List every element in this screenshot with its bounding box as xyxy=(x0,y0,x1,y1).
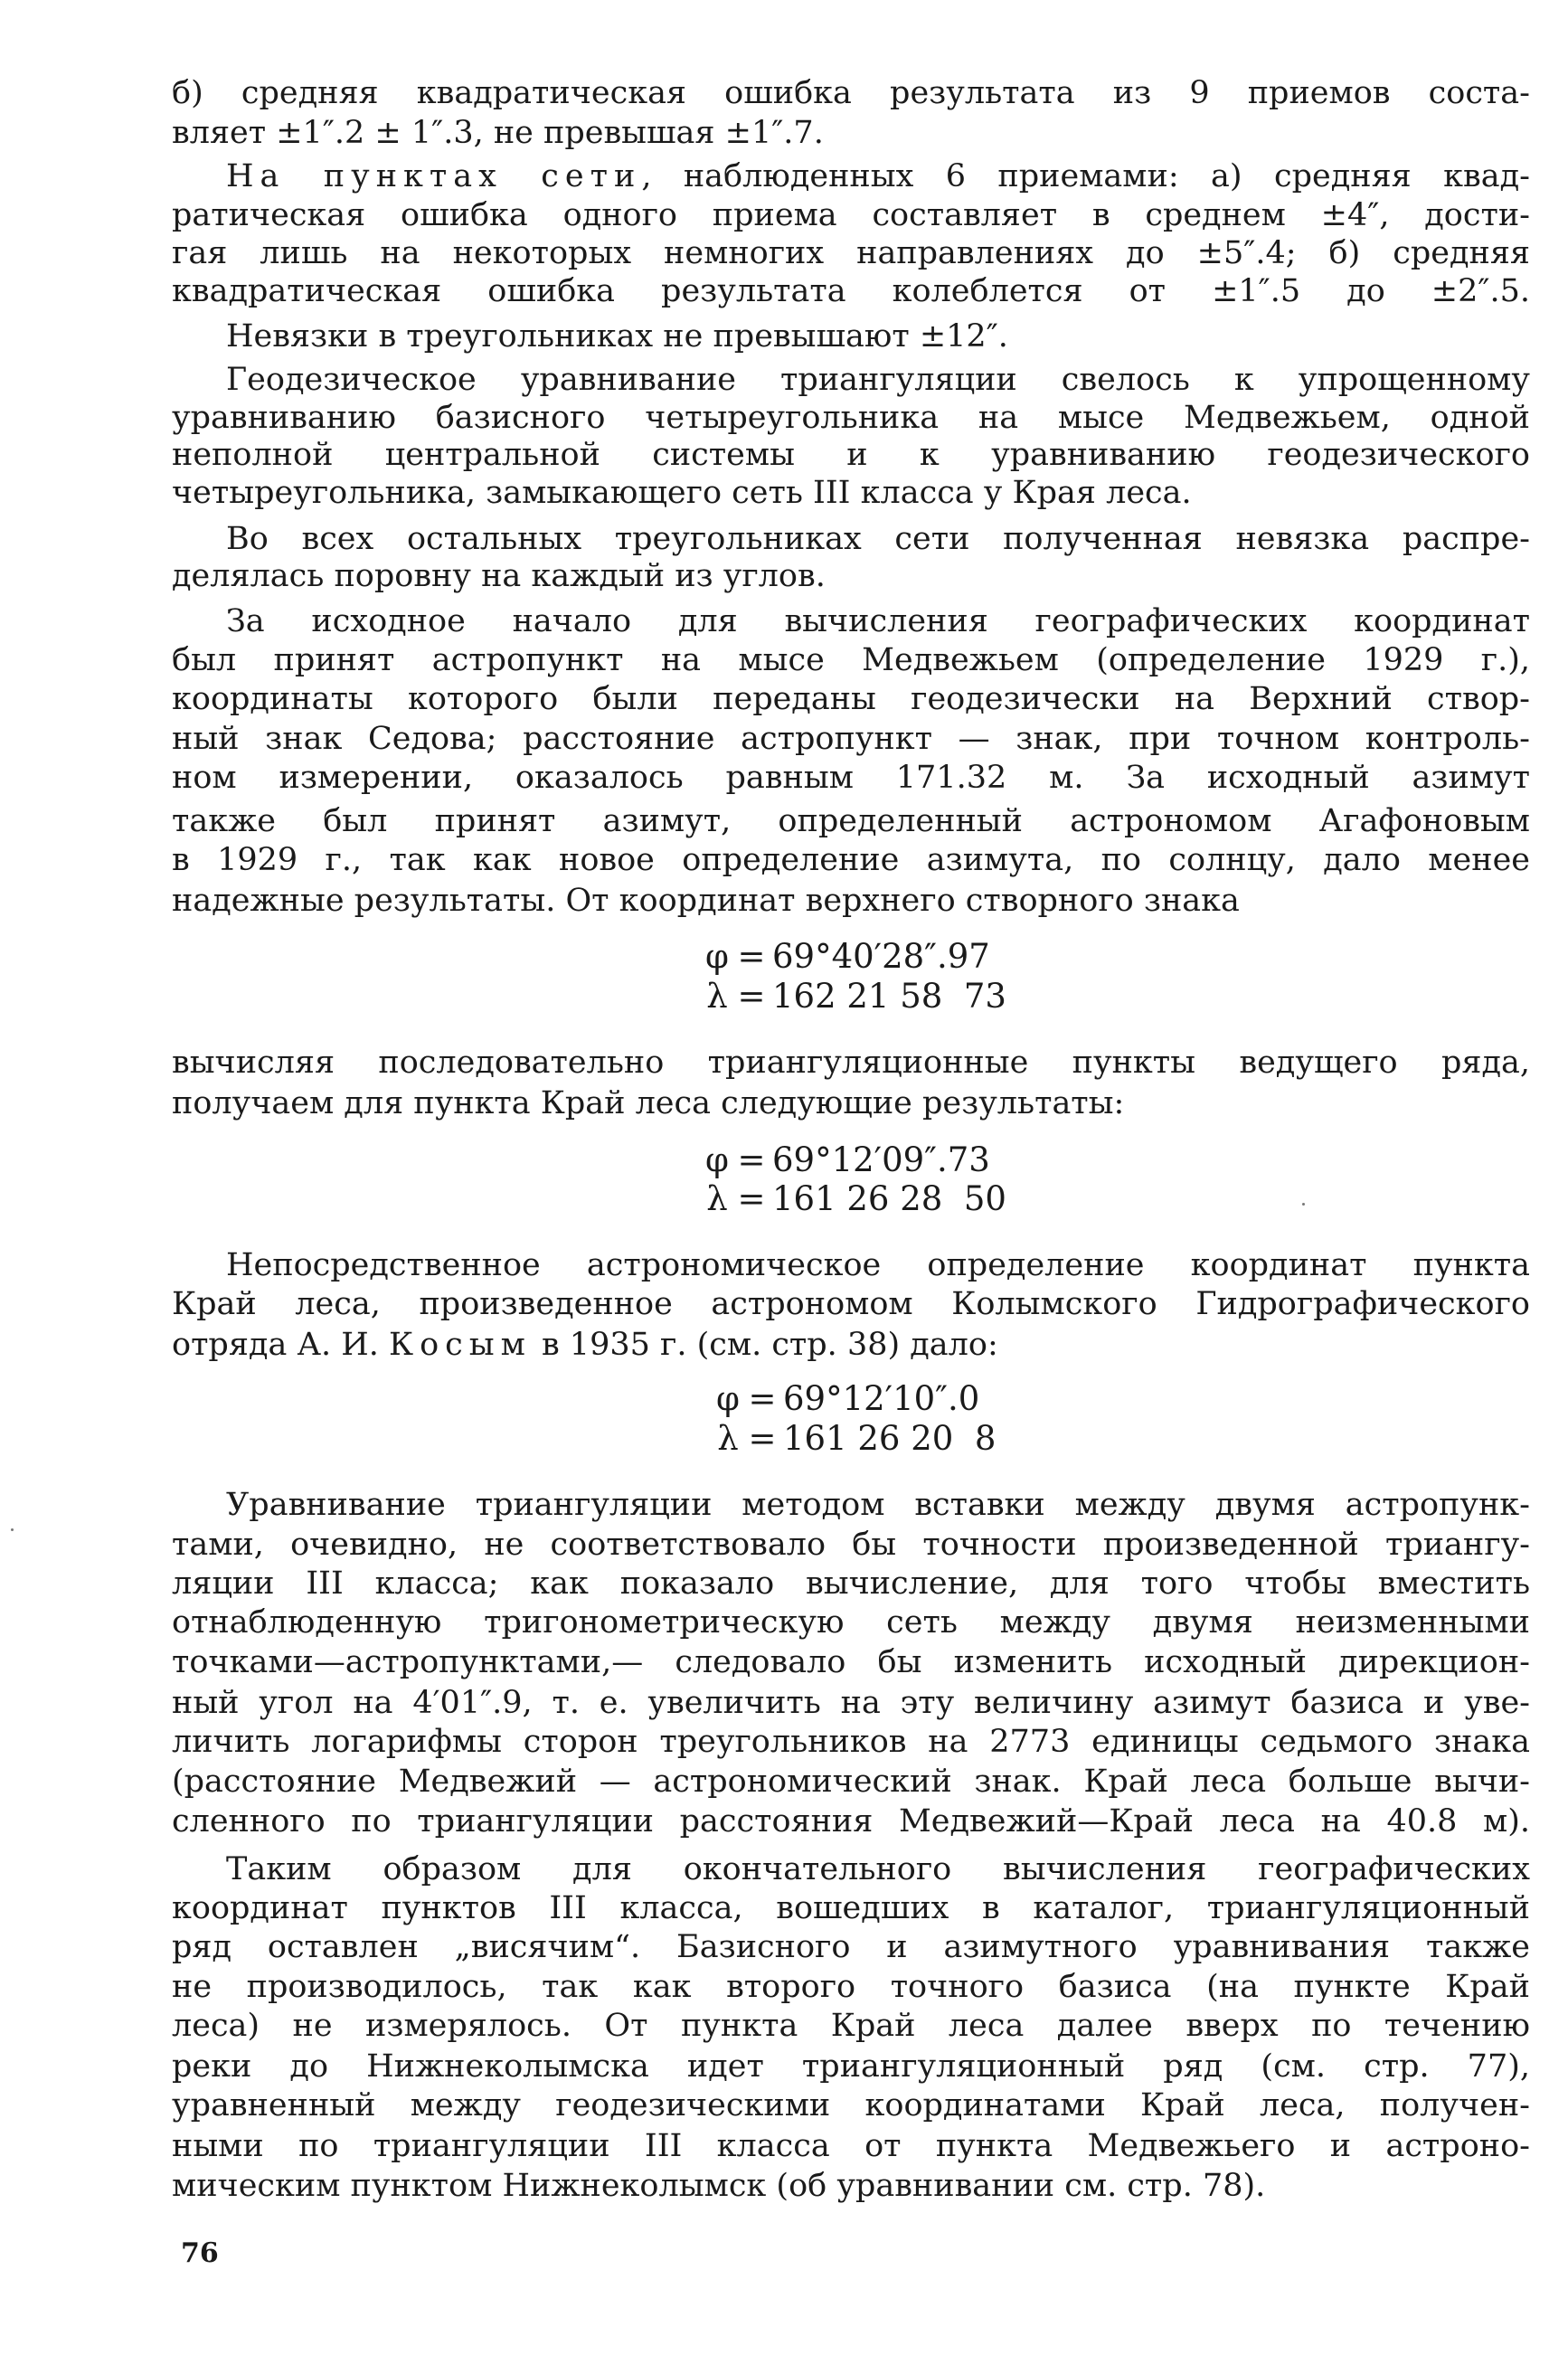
equals-sign: = xyxy=(748,1419,777,1458)
formula-latitude xyxy=(714,1379,979,1419)
text-fragment: , наблюденных 6 приемами: а) средняя квад- xyxy=(641,158,1530,194)
equals-sign: = xyxy=(737,977,766,1016)
text-line: ряд оставлен „висячим“. Базисного и азимутного уравнивания также xyxy=(172,1929,1530,1965)
scan-speck xyxy=(1302,1203,1305,1206)
text-line: Во всех остальных треугольниках сети полученная невязка распре- xyxy=(226,521,1530,557)
text-line: получаем для пункта Край леса следующие результаты: xyxy=(172,1085,1125,1121)
text-line: также был принят азимут, определенный астрономом Агафоновым xyxy=(172,803,1530,839)
page-number: 76 xyxy=(181,2237,219,2269)
scan-speck xyxy=(11,1528,14,1531)
lambda-symbol: λ xyxy=(706,977,728,1016)
text-line: ный знак Седова; расстояние астропункт — знак, при точном контроль- xyxy=(172,721,1530,757)
lambda-symbol: λ xyxy=(706,1179,728,1218)
text-line: четыреугольника, замыкающего сеть III класса у Края леса. xyxy=(172,475,1192,511)
spaced-emphasis: На пунктах сети xyxy=(226,158,642,194)
text-line: Таким образом для окончательного вычисления географических xyxy=(226,1851,1530,1887)
longitude-value: 161 26 28 50 xyxy=(772,1179,1006,1218)
text-line: (расстояние Медвежий — астрономический знак. Край леса больше вычи- xyxy=(172,1764,1530,1800)
latitude-value: 69°40′28″.97 xyxy=(772,937,990,976)
formula-latitude xyxy=(704,937,990,977)
text-line: делялась поровну на каждый из углов. xyxy=(172,558,826,594)
text-line: тами, очевидно, не соответствовало бы точности произведенной триангу- xyxy=(172,1527,1530,1563)
text-fragment: в 1935 г. (см. стр. 38) дало: xyxy=(531,1327,998,1363)
text-line: ном измерении, оказалось равным 171.32 м. За исходный азимут xyxy=(172,760,1530,796)
text-line: ный угол на 4′01″.9, т. е. увеличить на эту величину азимут базиса и уве- xyxy=(172,1685,1530,1721)
text-line: был принят астропункт на мысе Медвежьем (определение 1929 г.), xyxy=(172,642,1530,678)
phi-symbol: φ xyxy=(705,937,729,976)
text-line: ными по триангуляции III класса от пункта Медвежьего и астроно- xyxy=(172,2128,1530,2164)
text-line: сленного по триангуляции расстояния Медвежий—Край леса на 40.8 м). xyxy=(172,1803,1530,1840)
text-line: не производилось, так как второго точного базиса (на пункте Край xyxy=(172,1969,1530,2005)
formula-latitude xyxy=(704,1140,990,1180)
text-line: квадратическая ошибка результата колеблется от ±1″.5 до ±2″.5. xyxy=(172,273,1530,309)
phi-symbol: φ xyxy=(705,1140,729,1179)
text-line: Уравнивание триангуляции методом вставки между двумя астропунк- xyxy=(226,1487,1530,1523)
lambda-symbol: λ xyxy=(717,1419,739,1458)
text-line: Непосредственное астрономическое определение координат пункта xyxy=(226,1247,1530,1283)
latitude-value: 69°12′10″.0 xyxy=(783,1379,980,1418)
text-line: вычисляя последовательно триангуляционные пункты ведущего ряда, xyxy=(172,1045,1530,1081)
equals-sign: = xyxy=(748,1379,777,1418)
text-line: реки до Нижнеколымска идет триангуляционный ряд (см. стр. 77), xyxy=(172,2048,1530,2085)
text-line: в 1929 г., так как новое определение азимута, по солнцу, дало менее xyxy=(172,842,1530,878)
text-line: леса) не измерялось. От пункта Край леса далее вверх по течению xyxy=(172,2008,1530,2044)
longitude-value: 161 26 20 8 xyxy=(783,1419,997,1458)
text-line: координат пунктов III класса, вошедших в каталог, триангуляционный xyxy=(172,1890,1530,1926)
text-line: надежные результаты. От координат верхнего створного знака xyxy=(172,883,1240,919)
text-line: мическим пунктом Нижнеколымск (об уравнивании см. стр. 78). xyxy=(172,2168,1266,2204)
formula-longitude xyxy=(704,977,1006,1017)
formula-longitude xyxy=(704,1179,1006,1219)
text-line: вляет ±1″.2 ± 1″.3, не превышая ±1″.7. xyxy=(172,115,824,151)
text-line: точками—астропунктами,— следовало бы изменить исходный дирекцион- xyxy=(172,1644,1530,1680)
latitude-value: 69°12′09″.73 xyxy=(772,1140,990,1179)
text-line: ляции III класса; как показало вычисление, для того чтобы вместить xyxy=(172,1565,1530,1602)
text-line xyxy=(172,1325,1530,1365)
equals-sign: = xyxy=(737,1179,766,1218)
text-line: За исходное начало для вычисления географических координат xyxy=(226,603,1530,639)
text-line: неполной центральной системы и к уравниванию геодезического xyxy=(172,437,1530,473)
text-line: Геодезическое уравнивание триангуляции свелось к упрощенному xyxy=(226,362,1530,398)
text-line: координаты которого были переданы геодезически на Верхний створ- xyxy=(172,681,1530,717)
equals-sign: = xyxy=(737,1140,766,1179)
text-line: отнаблюденную тригонометрическую сеть между двумя неизменными xyxy=(172,1604,1530,1641)
text-line: уравниванию базисного четыреугольника на мысе Медвежьем, одной xyxy=(172,400,1530,436)
phi-symbol: φ xyxy=(716,1379,740,1418)
text-line: гая лишь на некоторых немногих направлениях до ±5″.4; б) средняя xyxy=(172,235,1530,271)
text-fragment: отряда А. И. xyxy=(172,1327,389,1363)
formula-longitude xyxy=(714,1419,996,1459)
text-line xyxy=(226,156,1530,196)
text-line: б) средняя квадратическая ошибка результата из 9 приемов соста- xyxy=(172,75,1530,111)
text-line: Край леса, произведенное астрономом Колымского Гидрографического xyxy=(172,1286,1530,1322)
spaced-emphasis: Косым xyxy=(389,1327,532,1363)
equals-sign: = xyxy=(737,937,766,976)
longitude-value: 162 21 58 73 xyxy=(772,977,1006,1016)
text-line: ратическая ошибка одного приема составляет в среднем ±4″, дости- xyxy=(172,197,1530,233)
text-line: личить логарифмы сторон треугольников на 2773 единицы седьмого знака xyxy=(172,1724,1530,1760)
text-line: Невязки в треугольниках не превышают ±12″. xyxy=(226,318,1008,355)
text-line: уравненный между геодезическими координатами Край леса, получен- xyxy=(172,2087,1530,2123)
